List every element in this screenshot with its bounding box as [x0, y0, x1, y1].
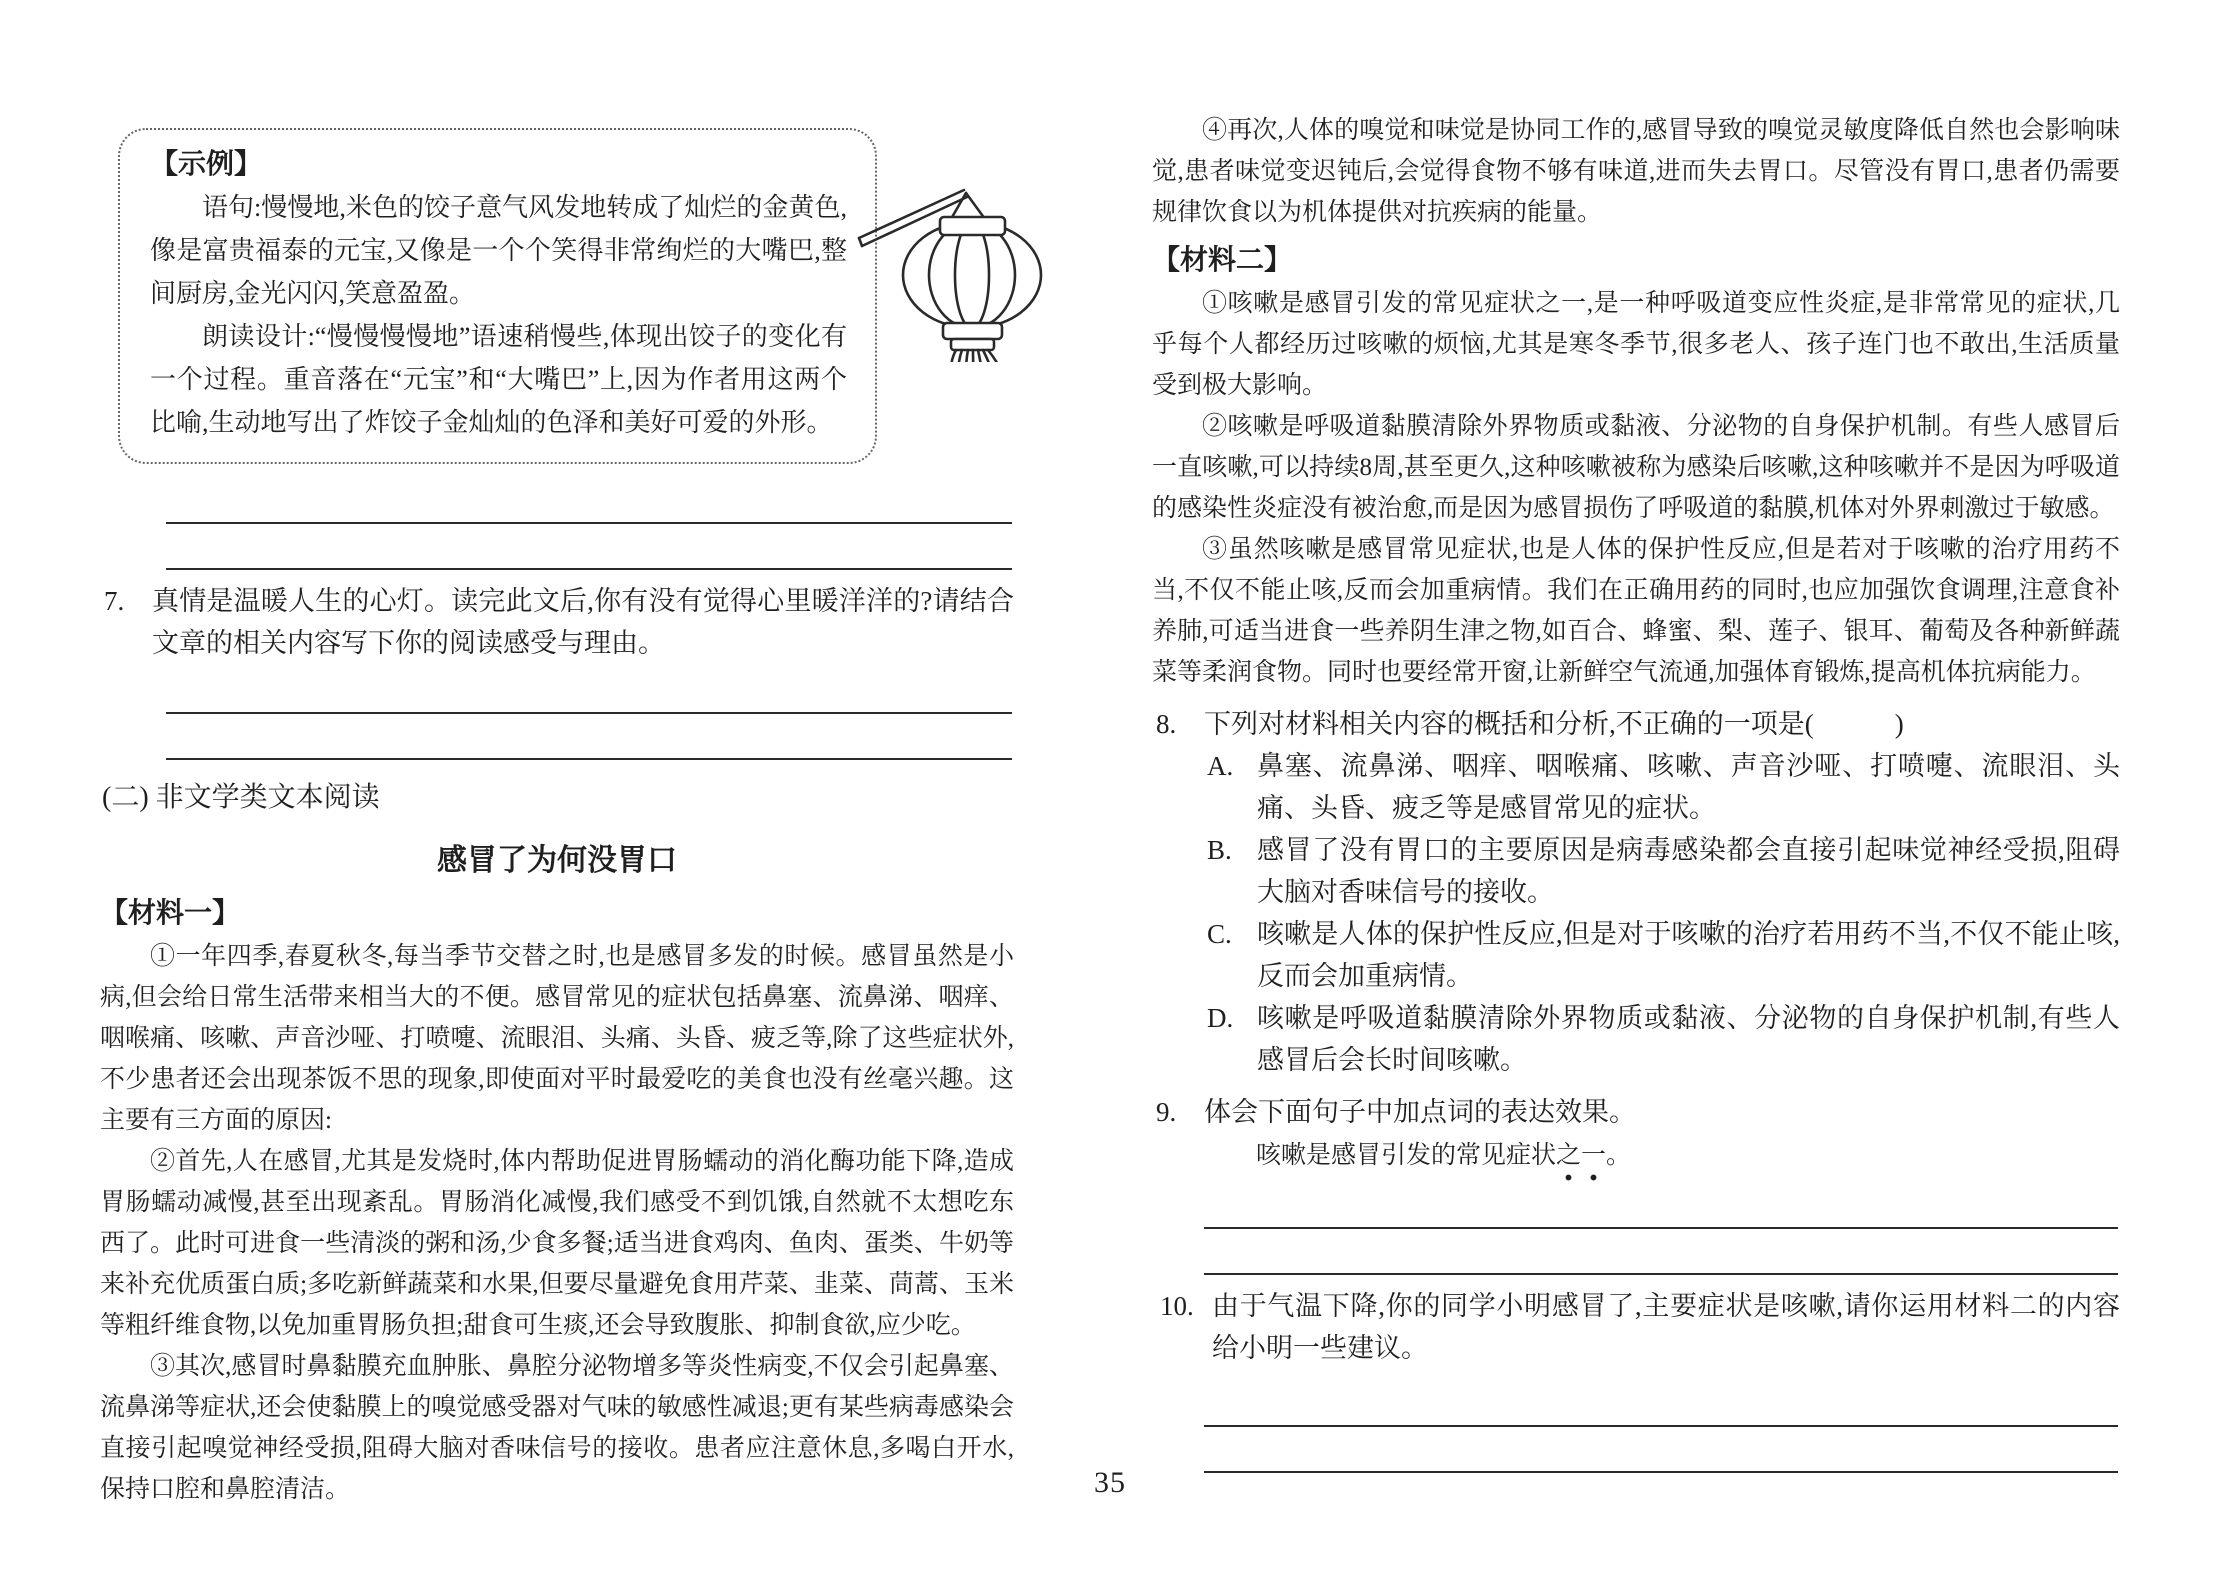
- example-sentence: 语句:慢慢地,米色的饺子意气风发地转成了灿烂的金黄色,像是富贵福泰的元宝,又像是一个个笑得非常绚烂的大嘴巴,整间厨房,金光闪闪,笑意盈盈。: [150, 193, 847, 308]
- answer-lines-q9: [1204, 1183, 2118, 1275]
- page-number: 35: [1094, 1466, 1126, 1499]
- option-d-text: 咳嗽是呼吸道黏膜清除外界物质或黏液、分泌物的自身保护机制,有些人感冒后会长时间咳嗽。: [1257, 1003, 2120, 1075]
- quote-pre: 咳嗽是感冒引发的常见症状: [1256, 1142, 1557, 1169]
- left-column: [100, 108, 1014, 1510]
- lantern-illustration: [852, 162, 1066, 362]
- question-7-text: 真情是温暖人生的心灯。读完此文后,你有没有觉得心里暖洋洋的?请结合文章的相关内容写下你的阅读感受与理由。: [152, 586, 1014, 658]
- passage-title: 感冒了为何没胃口: [437, 844, 677, 877]
- option-d-label: D.: [1207, 1003, 1234, 1033]
- option-c-label: C.: [1207, 919, 1232, 949]
- material-1-paragraph-4: ④再次,人体的嗅觉和味觉是协同工作的,感冒导致的嗅觉灵敏度降低自然也会影响味觉,患者味觉变迟钝后,会觉得食物不够有味道,进而失去胃口。尽管没有胃口,患者仍需要规律饮食以为机体提供对抗疾病的能量。: [1152, 117, 2120, 226]
- material-2-paragraph-2: ②咳嗽是呼吸道黏膜清除外界物质或黏液、分泌物的自身保护机制。有些人感冒后一直咳嗽,可以持续8周,甚至更久,这种咳嗽被称为感染后咳嗽,这种咳嗽并不是因为呼吸道的感染性炎症没有被治愈,而是因为感冒损伤了呼吸道的黏膜,机体对外界刺激过于敏感。: [1152, 413, 2120, 522]
- material-1-paragraph-1: ①一年四季,春夏秋冬,每当季节交替之时,也是感冒多发的时候。感冒虽然是小病,但会给日常生活带来相当大的不便。感冒常见的症状包括鼻塞、流鼻涕、咽痒、咽喉痛、咳嗽、声音沙哑、打喷嚏、流眼泪、头痛、头昏、疲乏等,除了这些症状外,不少患者还会出现茶饭不思的现象,即使面对平时最爱吃的美食也没有丝毫兴趣。这主要有三方面的原因:: [100, 943, 1014, 1134]
- writing-line: [166, 714, 1012, 760]
- question-10: [1160, 1285, 2120, 1369]
- writing-line: [166, 524, 1012, 570]
- option-b-label: B.: [1207, 835, 1232, 865]
- material-1-paragraph-2: ②首先,人在感冒,尤其是发烧时,体内帮助促进胃肠蠕动的消化酶功能下降,造成胃肠蠕动减慢,甚至出现紊乱。胃肠消化减慢,我们感受不到饥饿,自然就不太想吃东西了。此时可进食一些清淡的粥和汤,少食多餐;适当进食鸡肉、鱼肉、蛋类、牛奶等来补充优质蛋白质;多吃新鲜蔬菜和水果,但要尽量避免食用芹菜、韭菜、茼蒿、玉米等粗纤维食物,以免加重胃肠负担;甜食可生痰,还会导致腹胀、抑制食欲,应少吃。: [100, 1148, 1014, 1339]
- writing-line: [166, 478, 1012, 524]
- question-8: [1156, 703, 2120, 745]
- option-b: [1207, 829, 2120, 913]
- question-10-number: 10.: [1160, 1291, 1194, 1321]
- material-1-header: 【材料一】: [100, 897, 241, 928]
- section-2-label: (二) 非文学类文本阅读: [102, 782, 380, 813]
- question-8-number: 8.: [1156, 709, 1177, 739]
- material-2-header: 【材料二】: [1152, 244, 1293, 275]
- option-d: [1207, 997, 2120, 1081]
- option-a-text: 鼻塞、流鼻涕、咽痒、咽喉痛、咳嗽、声音沙哑、打喷嚏、流眼泪、头痛、头昏、疲乏等是感冒常见的症状。: [1257, 751, 2120, 823]
- example-reading-design: 朗读设计:“慢慢慢慢地”语速稍慢些,体现出饺子的变化有一个过程。重音落在“元宝”和“大嘴巴”上,因为作者用这两个比喻,生动地写出了炸饺子金灿灿的色泽和美好可爱的外形。: [150, 322, 847, 437]
- option-a-label: A.: [1207, 751, 1234, 781]
- quote-emphasized-word: 之一: [1556, 1142, 1606, 1181]
- quote-post: 。: [1606, 1142, 1632, 1169]
- question-10-text: 由于气温下降,你的同学小明感冒了,主要症状是咳嗽,请你运用材料二的内容给小明一些建议。: [1212, 1291, 2120, 1363]
- option-c: [1207, 913, 2120, 997]
- example-box: [118, 128, 877, 464]
- question-7-number: 7.: [104, 586, 125, 616]
- material-2-paragraph-1: ①咳嗽是感冒引发的常见症状之一,是一种呼吸道变应性炎症,是非常常见的症状,几乎每个人都经历过咳嗽的烦恼,尤其是寒冬季节,很多老人、孩子连门也不敢出,生活质量受到极大影响。: [1152, 290, 2120, 399]
- writing-line: [166, 668, 1012, 714]
- writing-line: [1204, 1381, 2118, 1427]
- question-9: [1156, 1091, 2120, 1133]
- option-a: [1207, 745, 2120, 829]
- right-column: [1152, 96, 2120, 1479]
- question-7: [104, 580, 1014, 664]
- answer-lines-example: [166, 478, 1012, 570]
- answer-lines-q7: [166, 668, 1012, 760]
- option-b-text: 感冒了没有胃口的主要原因是病毒感染都会直接引起味觉神经受损,阻碍大脑对香味信号的接收。: [1257, 835, 2120, 907]
- question-8-text: 下列对材料相关内容的概括和分析,不正确的一项是( ): [1204, 709, 1904, 739]
- question-9-text: 体会下面句子中加点词的表达效果。: [1204, 1097, 1636, 1127]
- material-2-paragraph-3: ③虽然咳嗽是感冒常见症状,也是人体的保护性反应,但是若对于咳嗽的治疗用药不当,不仅不能止咳,反而会加重病情。我们在正确用药的同时,也应加强饮食调理,注意食补养肺,可适当进食一些养阴生津之物,如百合、蜂蜜、梨、莲子、银耳、葡萄及各种新鲜蔬菜等柔润食物。同时也要经常开窗,让新鲜空气流通,加强体育锻炼,提高机体抗病能力。: [1152, 536, 2120, 686]
- material-1-paragraph-3: ③其次,感冒时鼻黏膜充血肿胀、鼻腔分泌物增多等炎性病变,不仅会引起鼻塞、流鼻涕等症状,还会使黏膜上的嗅觉感受器对气味的敏感性减退;更有某些病毒感染会直接引起嗅觉神经受损,阻碍大脑对香味信号的接收。患者应注意休息,多喝白开水,保持口腔和鼻腔清洁。: [100, 1353, 1014, 1503]
- option-c-text: 咳嗽是人体的保护性反应,但是对于咳嗽的治疗若用药不当,不仅不能止咳,反而会加重病情。: [1257, 919, 2120, 991]
- writing-line: [1204, 1183, 2118, 1229]
- question-9-number: 9.: [1156, 1097, 1177, 1127]
- example-box-header: 【示例】: [150, 148, 263, 179]
- writing-line: [1204, 1229, 2118, 1275]
- question-8-options: [1207, 745, 2120, 1081]
- question-9-quote: [1256, 1133, 2120, 1179]
- answer-lines-q10: [1204, 1381, 2118, 1473]
